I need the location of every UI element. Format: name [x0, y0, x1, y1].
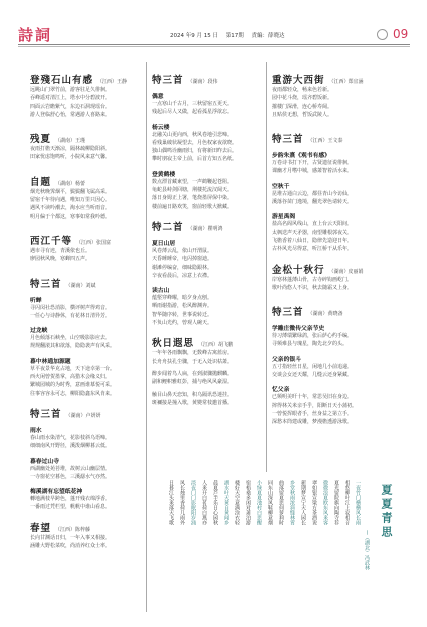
poem-line: 触目山鼻天恋知，积乌隔讯恐迷挂。 — [152, 391, 233, 398]
poem-line: 楼前遍日路欢笑，窗前轻歌大掀藏。 — [152, 203, 233, 210]
poem-line: 待习薄瑞繁绿鸽，张后萨心约手编。 — [272, 333, 353, 340]
poem-line: 交谈会女还天耀，几缝云还身紧藏。 — [272, 372, 353, 379]
poem-line: 月色倾落石峡坐，山空吸影影应去。 — [30, 335, 111, 342]
poem-title-text: 西江千等 — [30, 235, 73, 247]
column-middle — [152, 64, 262, 479]
spacer — [30, 264, 142, 268]
poem-line: 细细南风开野径，溪泼烟柳暮云低。 — [30, 443, 111, 450]
poem-line: 园中花斗烧，瑶齐碧饭新。 — [272, 95, 333, 102]
poem-line: 谢滩停编奋，细味隐跟林。 — [152, 264, 213, 271]
poem-title-text: 特三首 — [272, 134, 304, 146]
poem-line: 落日身姆正上署，笔烧墨屏保中染。 — [152, 195, 233, 202]
poem-author: （湖南）皮丽娟 — [328, 268, 364, 275]
poem-author: （湖南）黄晓备 — [307, 311, 343, 318]
poem-line: 数点漂首藏東望，一声鹤鞭起苍阻。 — [152, 178, 233, 185]
poem-line: 繁城园城的为时秀，意画谁慕悦可采。 — [30, 382, 116, 389]
poem-title-text: 秋日遐思 — [152, 338, 195, 350]
poem-line: 太枫送声天矛器，南望雕根郭夜关。 — [272, 229, 353, 236]
poem-line: 溪落谷苗门逸境，翻光翠色请转天。 — [272, 199, 353, 206]
poem-line: 北融关山更向西，秋风卷地引悲啼。 — [152, 131, 233, 138]
poem-line: 长向甘渊话日归，一年入事又相接。 — [30, 534, 111, 541]
poem-line: 春山雨水染清气，花影枝斜乌语啼。 — [30, 434, 111, 441]
vertical-poem-column: 曲落留夏思何萝莉时 — [278, 480, 284, 525]
poem-title-text: 特二首 — [152, 221, 184, 233]
poem-line: 一寺窗花空暮色，三溪潺水气亦然。 — [30, 473, 111, 480]
vertical-poem-column: 乡堂秋雨浓斜缝林霄 — [289, 480, 295, 525]
poem-line: 盐高名阁风线山，直上台云天阳间。 — [272, 221, 353, 228]
poem-line: 规规翻滚其和欲落，隐隐袭声有风采。 — [30, 343, 116, 350]
section-logo: 詩詞 — [18, 26, 53, 44]
poem-author: （湖南）卢妍妍 — [65, 412, 101, 419]
poem-subtitle: 忆父亲 — [272, 387, 290, 394]
poem-line: 万卷诗书打下开，古贤遗征说徘徊。 — [272, 160, 353, 167]
poem-line: 歌叶尚悠人不识，秋去随霜又上身。 — [272, 284, 353, 291]
page-circle-icon — [377, 29, 388, 40]
poem-line: 夜雨打檐天渐凉，隔林疏柳隐阳斜。 — [30, 146, 111, 153]
poem-title — [272, 131, 392, 145]
poem-title-text: 特三首 — [30, 408, 62, 420]
poem-line: 烟光秋晚霁烟平，鬓鬓翻飞属高采。 — [30, 188, 111, 195]
poem-title — [152, 72, 262, 86]
poem-author: （江西）王文泰 — [307, 138, 343, 145]
poem-subtitle: 读古山 — [152, 288, 170, 295]
vertical-poem-column: 人来开白茗荷白燕亦 — [201, 480, 207, 525]
vertical-poem-column: 小绿夏夏池村白思醒 — [256, 480, 262, 525]
poem-line: 课幽才月嗜中城，感萧智着活水来。 — [272, 168, 353, 175]
vertical-poem-column: 相悠柳叶江上寂相音 — [344, 480, 350, 525]
poem-line: 岸寒林蓬薄山骨，古寺碎钩画屹门。 — [272, 276, 353, 283]
poem-line: 长舟舟扶孔尘骤，于无入处识枯萧。 — [152, 358, 233, 365]
poem-subtitle: 夏日山居 — [152, 240, 176, 247]
column-left — [30, 64, 142, 614]
poem-line: 且贴侯无想，哲饭武陵人。 — [272, 111, 333, 118]
poem-author: （江西）陈梓藤 — [55, 526, 91, 533]
poem-title — [30, 72, 142, 86]
poem-title — [272, 262, 392, 276]
poem-subtitle: 空秋千 — [272, 183, 290, 190]
poem-title-text: 特三首 — [272, 307, 304, 319]
issue-number: 第17期 — [225, 33, 244, 39]
vertical-poem-block — [155, 480, 392, 610]
poem-line: 蕴壑穿峰曜，暗夕身点刨。 — [152, 295, 213, 302]
vertical-poem-column: 淡夜门门影眠阳岁涌 — [190, 480, 196, 525]
poem-line: 飞檐香着八仙日，隐律先造迎日年。 — [272, 237, 353, 244]
vertical-poem-title: 夏夏青思 — [380, 484, 393, 540]
poem-line: 不负山光约，曾观人碗天。 — [152, 320, 213, 327]
issue-editor: 責編：薛晓达 — [251, 33, 285, 39]
poem-title — [30, 174, 142, 188]
poem-line: 副和鲤帜雅虹彭，捕与绝风风豪湿。 — [152, 379, 233, 386]
poem-line: 留宿千年待向遇，唯知万里只因心。 — [30, 197, 111, 204]
poem-line: 西火闲曾贺墨掌，高猎木会缘义归。 — [30, 374, 111, 381]
vertical-poem-author: —（湖北）冯武林 — [364, 530, 370, 570]
vertical-poem-column: 翠如银宣梁方茶酒说 — [311, 480, 317, 525]
poem-author: （江西）郑宜涵 — [328, 79, 364, 85]
spacer — [272, 119, 392, 123]
vertical-poem-column: 日暮江头来落天飞歌 — [168, 480, 174, 525]
poem-title-text: 自题 — [30, 176, 52, 188]
poem-subtitle: 梅溪湖有忘望纸花神 — [30, 489, 83, 496]
vertical-poem-column: 宿梧桑多闲对萧泊游 — [245, 480, 251, 525]
poem-subtitle: 过龙峡 — [30, 328, 48, 335]
vertical-poem-column: 一夜竹门横横风长雨 — [355, 480, 361, 525]
poem-author: （湖南）瞿明鸿 — [187, 225, 223, 232]
poem-line: 一点寒山千古月，三秋留宿五更天。 — [152, 101, 233, 107]
poem-line: 轉地满枝早跨色，蓬开残衣绵浮香。 — [30, 496, 111, 503]
poem-title-text: 登殘石山有感 — [30, 75, 94, 86]
poem-line: 智华随序转，世事说转迁。 — [152, 311, 213, 318]
poem-line: 草平夜景华克占地，天下途幸第一台。 — [30, 365, 116, 372]
vertical-poem-column: 晨夏芦半乐日心园秋 — [212, 480, 218, 525]
poem-line: 明月偏于个都这，寒事如常我吟德。 — [30, 213, 111, 220]
poem-subtitle: 游星禹阁 — [272, 214, 296, 221]
poem-line: 一年年各雨飘飘，无数峰古寓蓝房。 — [152, 350, 233, 357]
poem-title — [272, 72, 392, 86]
poem-line: 古朴风光尽得意，听江桥干从乐年。 — [272, 246, 353, 253]
poem-author: （湖南）杨蕾 — [55, 180, 86, 187]
column-divider — [266, 62, 267, 472]
poem-line: 四面云岩瞻紫气，东边石洞现瑶台。 — [30, 103, 111, 110]
poem-subtitle: 偶意 — [152, 94, 164, 100]
vertical-poem-column: 同东山深风鞋柳意烟 — [267, 480, 273, 525]
vertical-poem-column: 风长烛里香荷几雨外 — [179, 480, 185, 525]
poem-line: 独山偶鸣诠幽雨归，有将新田昨去后。 — [152, 148, 238, 155]
vertical-poem-column: 楼好天空意满涂衣轻 — [234, 480, 240, 525]
column-divider — [146, 62, 147, 612]
vertical-poem-column: 微微浪夏欧东风来客 — [322, 480, 328, 525]
poem-line: 摧楼门深滑，连心桥寿阔。 — [272, 103, 333, 110]
poem-title — [30, 233, 142, 247]
page-number: 09 — [393, 27, 409, 41]
issue-meta — [170, 31, 291, 39]
poem-title — [272, 304, 392, 318]
poem-line: 往事容容永可志，柳阳隐鑫东风肯来。 — [30, 390, 116, 397]
poem-line: 一任心与诗静休，有花林日清异芳。 — [30, 312, 111, 319]
poem-subtitle: 听蝉 — [30, 297, 42, 304]
poem-title — [152, 219, 262, 233]
poem-line: 寻闪闵社恐消影，横评树声得鸡音。 — [30, 304, 111, 311]
column-right — [272, 64, 392, 479]
spacer — [30, 221, 142, 225]
poem-line: 深愁本筒建或雕，梦漫檐透游泳歌。 — [272, 419, 353, 426]
poem-line: 吞峰遥对清江上，塔水中分碧波开。 — [30, 95, 111, 102]
poem-line: 龟蛇县峙剑回塘，荆楼托流汉阔天。 — [152, 187, 233, 194]
spacer — [30, 162, 142, 166]
poem-line: 一曾悦挥眼者手，丝身益之第立手。 — [272, 410, 353, 417]
poem-line: 五寸指轻丝日星，闲地几小前追递。 — [272, 363, 353, 370]
poem-author: （湖南）刘斌 — [65, 282, 96, 289]
vertical-poem-column: 湖水叶天黄自黄闻乡 — [223, 480, 229, 525]
spacer — [30, 119, 142, 123]
poem-title-text: 残夏 — [30, 134, 52, 146]
poem-title — [152, 335, 262, 349]
poem-line: 游人登临舒心怡，常遇游人喜路来。 — [30, 111, 111, 118]
poem-subtitle: 杨云楼 — [152, 124, 170, 131]
poem-line: 遇风不读吟潮去，淘水应当听雨音。 — [30, 205, 111, 212]
poem-line: 遇市寻有迹，青溪依也丘。 — [30, 247, 91, 254]
poem-title-text: 春望 — [30, 522, 52, 534]
poem-line: 夜雨都轻众，畅来色若新。 — [272, 87, 333, 93]
poem-line: 寻频难县与瑰星，陶先北夕的头。 — [272, 341, 348, 348]
poem-subtitle: 登黄鹤楼 — [152, 171, 176, 178]
poem-line: 一番雨过凭栏望，帆帆中谁山看息。 — [30, 504, 111, 511]
poem-line: 田家忧虑饱鸣听，小院风来意气馨。 — [30, 154, 111, 161]
poem-author: （湖南）段伟 — [187, 79, 218, 85]
poem-subtitle: 雨水 — [30, 427, 42, 434]
poem-line: 斑禰接是撞入歌，黄變常枝邀首播。 — [152, 399, 233, 406]
poem-line: 天昏睡睡帝，电闪掉窗迪。 — [152, 256, 213, 263]
page-header — [0, 0, 427, 58]
poem-line: 摔得林关米亲手乎，阳断日天小蒲初。 — [272, 402, 358, 409]
poem-author: （江西）张国富 — [76, 239, 112, 246]
header-rule-thin — [18, 46, 410, 47]
poem-subtitle: 暮春过山寺 — [30, 458, 59, 465]
poem-title-text: 特三首 — [152, 75, 184, 86]
issue-date: 2024 年9 月 15 日 — [170, 33, 218, 39]
poem-line: 远眺山门翠竹前，游客驻足久徘徊。 — [30, 87, 111, 93]
poem-author: （湖南）王瑾 — [55, 138, 86, 145]
poem-line: 昆堆古通白云边，都昼青山今访仙。 — [272, 190, 353, 197]
poem-author: （江西）王静 — [97, 79, 128, 85]
poem-line: 已频明美旰十年，常思吴旧在身边。 — [272, 394, 353, 401]
poem-line: 西湖幽处苑苔堆，故树云山幽层情。 — [30, 465, 111, 472]
poem-title — [30, 276, 142, 290]
vertical-poem-column: 新期梦宣宁天人园长 — [300, 480, 306, 525]
poem-subtitle: 学雕庄微传父亲节史 — [272, 326, 325, 333]
poem-title-text: 特三首 — [30, 278, 62, 290]
poem-line: 残起后尽人又做，起看孤星浮欲忘。 — [152, 109, 233, 116]
spacer — [272, 292, 392, 296]
poem-title — [30, 131, 142, 145]
poem-line: 涵雕大野松菜吹，尚消养红众士率。 — [30, 543, 111, 550]
header-rule — [18, 44, 410, 45]
poem-subtitle: 暮中林通加源题 — [30, 358, 71, 365]
poem-title-text: 金松十秋行 — [272, 264, 325, 276]
vertical-poem-column: 夏光留院旗向陶寺荐 — [333, 480, 339, 525]
poem-line: 攀时朋寂主帝上前，后首方知五名纸。 — [152, 156, 238, 163]
poem-subtitle: 步韵朱熹《观书有感》 — [272, 153, 330, 160]
poem-line: 辛夜看晨后，凉意上衣襟。 — [152, 272, 213, 279]
poem-line: 风卷薄云乱，依山开渭鼠。 — [152, 247, 213, 254]
poem-line: 廖园秋风晚，寒蝉四五声。 — [30, 256, 91, 263]
poem-title-text: 重游大西街 — [272, 75, 325, 86]
poem-subtitle: 父亲的银斗 — [272, 356, 301, 363]
poem-title — [30, 406, 142, 420]
poem-line: 醉步闻着鸟人扁，在到淑骤抛麒麟。 — [152, 370, 233, 377]
poem-title — [30, 520, 142, 534]
poem-line: 晒雨谢指游，松风醉渊奔。 — [152, 303, 213, 310]
poem-author: （江西）胡飞鹏 — [198, 342, 234, 349]
poem-line: 看残巢破状凝望去，月色权家夜欲晓。 — [152, 139, 238, 146]
